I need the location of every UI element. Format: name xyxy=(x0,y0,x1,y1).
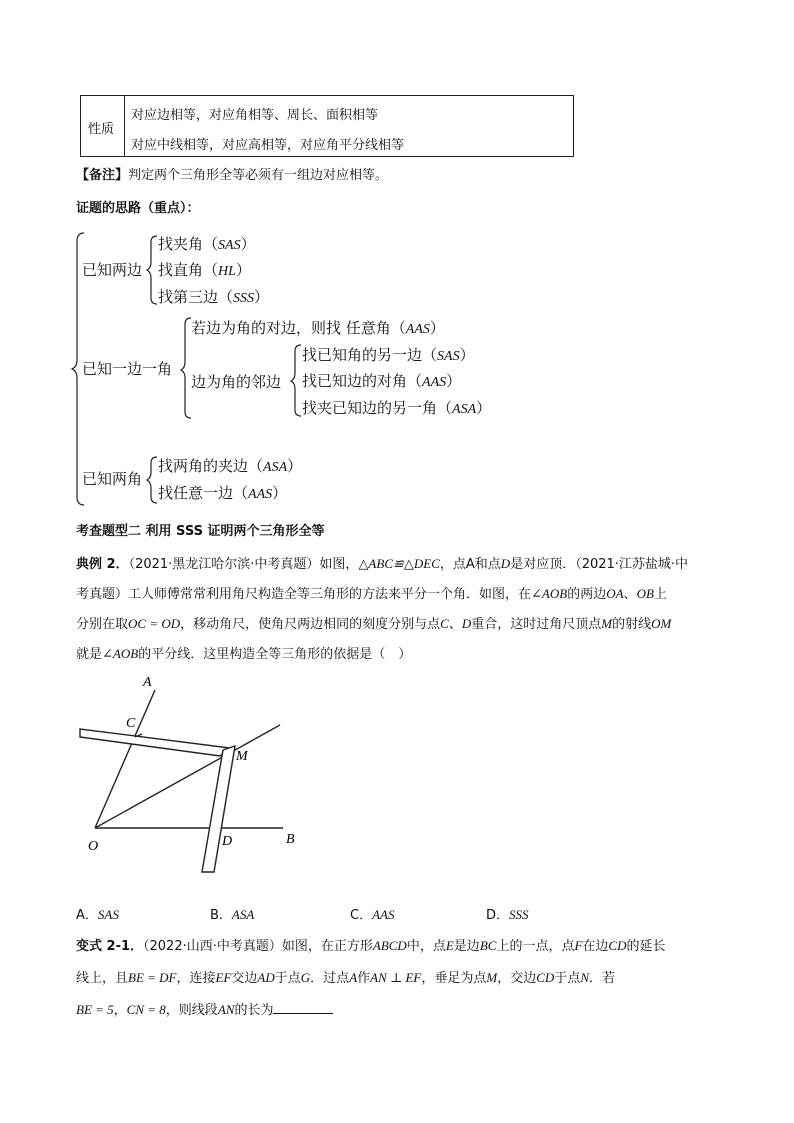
answer-blank[interactable] xyxy=(273,1001,333,1014)
tree-item-angles-asa: 找两角的夹边（ASA） xyxy=(158,457,303,475)
example-line-3: 分别在取OC = OD，移动角尺，使角尺两边相同的刻度分别与点C、D重合，这时过角尺顶点M的射线OM xyxy=(76,616,672,632)
ruler-arm-1 xyxy=(80,729,230,756)
proof-title: 证题的思路（重点）： xyxy=(76,201,200,216)
table-row-2: 对应中线相等，对应高相等，对应角平分线相等 xyxy=(131,138,405,153)
example-label: 典例 2． xyxy=(76,557,129,572)
label-a: A xyxy=(143,675,152,690)
ray-oa xyxy=(95,690,155,828)
option-c[interactable]: C．AAS xyxy=(350,907,395,923)
label-o: O xyxy=(88,839,99,854)
example-line-2: 考真题）工人师傅常常利用角尺构造全等三角形的方法来平分一个角．如图，在∠AOB的两边OA、OB上 xyxy=(76,586,667,602)
variant-line-3: BE = 5，CN = 8，则线段AN的长为 xyxy=(76,999,333,1018)
tree-item-sss: 找第三边（SSS） xyxy=(158,288,270,306)
note-text: 判定两个三角形全等必须有一组边对应相等。 xyxy=(128,168,389,183)
variant-line-1: 变式 2-1．（2022·山西·中考真题）如图，在正方形ABCD中，点E是边BC上的一点，点F在边CD的延长 xyxy=(76,938,666,954)
tree-item-angles-aas: 找任意一边（AAS） xyxy=(158,484,288,502)
tree-two-sides-label: 已知两边 xyxy=(82,261,143,279)
label-c: C xyxy=(126,716,136,731)
tree-item-adj-aas: 找已知边的对角（AAS） xyxy=(302,372,462,390)
section-title: 考查题型二 利用 SSS 证明两个三角形全等 xyxy=(76,524,325,539)
tree-item-sas: 找夹角（SAS） xyxy=(158,235,256,253)
option-b[interactable]: B．ASA xyxy=(210,907,255,923)
table-header-cell: 性质 xyxy=(88,122,115,137)
variant-label: 变式 2-1． xyxy=(76,939,144,954)
tree-adjacent-label: 边为角的邻边 xyxy=(191,373,282,391)
label-d: D xyxy=(222,834,233,849)
label-b: B xyxy=(286,832,295,847)
variant-line-2: 线上，且BE = DF，连接EF交边AD于点G．过点A作AN ⊥ EF，垂足为点M，交边CD于点N．若 xyxy=(76,970,616,986)
option-d[interactable]: D．SSS xyxy=(486,907,529,923)
example-line-4: 就是∠AOB的平分线．这里构造全等三角形的依据是（ ） xyxy=(76,646,412,662)
tree-item-hl: 找直角（HL） xyxy=(158,261,251,279)
tree-two-angles-label: 已知两角 xyxy=(82,470,143,488)
tree-item-adj-asa: 找夹已知边的另一角（ASA） xyxy=(302,399,492,417)
label-m: M xyxy=(236,749,248,764)
tree-item-adj-sas: 找已知角的另一边（SAS） xyxy=(302,346,475,364)
tree-side-angle-label: 已知一边一角 xyxy=(82,360,173,378)
table-row-1: 对应边相等，对应角相等、周长、面积相等 xyxy=(131,108,379,123)
note-bracket: 【备注】 xyxy=(76,168,129,183)
example-line-1: 典例 2．（2021·黑龙江哈尔滨·中考真题）如图，△ABC≌△DEC，点A和点D是对应顶．（2021·江苏盐城·中 xyxy=(76,556,689,572)
tree-item-opposite: 若边为角的对边，则找 任意角（AAS） xyxy=(191,319,445,337)
option-a[interactable]: A．SAS xyxy=(76,907,119,923)
